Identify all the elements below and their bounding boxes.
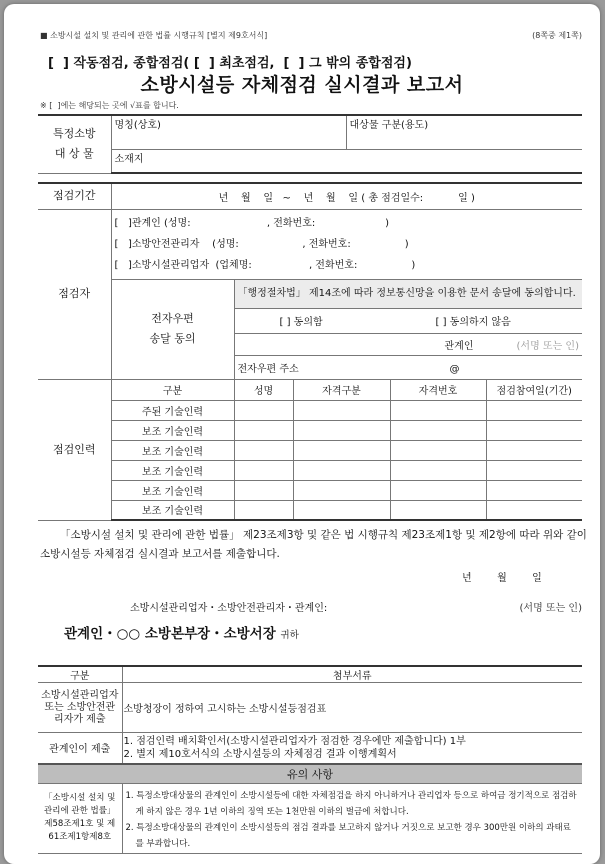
table-row xyxy=(38,480,582,500)
declaration: 「소방시설 설치 및 관리에 관한 법률」 제23조제3항 및 같은 법 시행규칙 제23조제1항 및 제2항에 따라 위와 같이 소방시설등 자체점검 실시결과 보고서를 제출합니다. xyxy=(40,529,587,560)
staff-qualno-cell[interactable] xyxy=(390,440,486,460)
staff-name-cell[interactable] xyxy=(234,500,293,520)
caution-title: 유의 사항 xyxy=(38,764,582,784)
inspector-label: 점검자 xyxy=(38,209,111,379)
staff-row-type: 보조 기술인력 xyxy=(111,420,234,440)
inspector-manager-row[interactable]: [ ]소방안전관리자 (성명: , 전화번호: ) xyxy=(114,238,409,250)
email-address-label: 전자우편 주소 xyxy=(237,363,299,375)
staff-row-type: 보조 기술인력 xyxy=(111,460,234,480)
staff-dates-cell[interactable] xyxy=(486,400,582,420)
staff-qualno-cell[interactable] xyxy=(390,500,486,520)
target-label-1: 특정소방 xyxy=(52,127,96,141)
checkbox-note: ※ [ ]에는 해당되는 곳에 √표를 합니다. xyxy=(40,101,179,110)
attach-header-type: 구분 xyxy=(38,666,122,683)
at-sign: @ xyxy=(449,363,460,375)
staff-qual-cell[interactable] xyxy=(293,400,390,420)
staff-dates-cell[interactable] xyxy=(486,460,582,480)
staff-name-cell[interactable] xyxy=(234,400,293,420)
staff-qual-cell[interactable] xyxy=(293,440,390,460)
staff-dates-cell[interactable] xyxy=(486,420,582,440)
attach-row-doc: 소방청장이 정하여 고시하는 소방시설등점검표 xyxy=(122,683,582,733)
staff-dates-cell[interactable] xyxy=(486,480,582,500)
name-field[interactable] xyxy=(111,115,346,149)
attach-row-who: 소방시설관리업자 또는 소방안전관리자가 제출 xyxy=(38,683,122,733)
caution-item: 2. 특정소방대상물의 관계인이 소방시설등의 점검 결과를 보고하지 않거나 거짓으로 보고한 경우 300만원 이하의 과태료를 부과합니다. xyxy=(125,823,571,849)
recipient xyxy=(64,622,299,642)
staff-row-type: 보조 기술인력 xyxy=(111,480,234,500)
caution-law: 「소방시설 설치 및 관리에 관한 법률」 제58조제1호 및 제61조제1항제8호 xyxy=(38,784,122,854)
staff-qualno-cell[interactable] xyxy=(390,400,486,420)
inspection-type-line[interactable]: [ ] 작동점검, 종합점검( [ ] 최초점검, [ ] 그 밖의 종합점검) xyxy=(48,56,412,71)
table-row xyxy=(38,460,582,480)
inspector-company-row[interactable]: [ ]소방시설관리업자 (업체명: , 전화번호: ) xyxy=(114,259,416,271)
agree-checkbox[interactable]: [ ] 동의함 xyxy=(279,317,323,328)
staff-qual-cell[interactable] xyxy=(293,460,390,480)
recipient-suffix: 귀하 xyxy=(280,630,299,641)
owner-label: 관계인 xyxy=(444,340,474,352)
staff-qualno-cell[interactable] xyxy=(390,420,486,440)
period-field[interactable]: 년 월 일 ~ 년 월 일 ( 총 점검일수: 일 ) xyxy=(111,183,582,209)
caution-items xyxy=(122,784,582,854)
period-label: 점검기간 xyxy=(38,183,111,209)
attach-doc-1: 1. 점검인력 배치확인서(소방시설관리업자가 점검한 경우에만 제출합니다) 1부 xyxy=(123,735,466,747)
attach-row-docs xyxy=(122,733,582,764)
form-title: 소방시설등 자체점검 실시결과 보고서 xyxy=(140,74,464,96)
law-reference: ■ 소방시설 설치 및 관리에 관한 법률 시행규칙 [별지 제9호서식] xyxy=(40,31,268,40)
staff-name-cell[interactable] xyxy=(234,480,293,500)
attach-doc-2: 2. 별지 제10호서식의 소방시설등의 자체점검 결과 이행계획서 xyxy=(123,748,397,760)
owner-sign-field[interactable] xyxy=(234,333,582,355)
inspector-type-field[interactable] xyxy=(111,209,582,279)
page-number: (8쪽중 제1쪽) xyxy=(532,31,582,40)
staff-header-qual-no: 자격번호 xyxy=(390,379,486,400)
form-page xyxy=(4,4,600,864)
email-label-1: 전자우편 xyxy=(151,312,194,325)
email-consent-label xyxy=(111,279,234,379)
attach-row-who: 관계인이 제출 xyxy=(38,733,122,764)
target-label xyxy=(38,115,111,173)
use-field[interactable] xyxy=(346,115,582,149)
staff-row-type: 보조 기술인력 xyxy=(111,440,234,460)
table-row xyxy=(38,400,582,420)
inspector-owner-row[interactable]: [ ]관계인 (성명: , 전화번호: ) xyxy=(114,217,390,229)
staff-qual-cell[interactable] xyxy=(293,500,390,520)
date-field[interactable]: 년 월 일 xyxy=(462,573,542,584)
staff-qual-cell[interactable] xyxy=(293,480,390,500)
staff-row-type: 주된 기술인력 xyxy=(111,400,234,420)
signer-label: 소방시설관리업자・소방안전관리자・관계인: xyxy=(130,603,328,614)
attachments-table xyxy=(38,665,582,854)
caution-item: 1. 특정소방대상물의 관계인이 소방시설등에 대한 자체점검을 하지 아니하거나 관리업자 등으로 하여금 정기적으로 점검하게 하지 않은 경우 1년 이하의 징역 또는 1천만원 이하의 벌금에 처합니다. xyxy=(125,791,577,817)
staff-name-cell[interactable] xyxy=(234,420,293,440)
staff-qualno-cell[interactable] xyxy=(390,460,486,480)
staff-name-cell[interactable] xyxy=(234,460,293,480)
sign-placeholder: (서명 또는 인) xyxy=(516,340,579,352)
staff-dates-cell[interactable] xyxy=(486,440,582,460)
staff-qual-cell[interactable] xyxy=(293,420,390,440)
staff-header-type: 구분 xyxy=(111,379,234,400)
name-label: 명칭(상호) xyxy=(114,120,161,131)
staff-row-type: 보조 기술인력 xyxy=(111,500,234,520)
email-address-field[interactable] xyxy=(234,355,582,379)
consent-options xyxy=(234,308,582,333)
target-label-2: 대 상 물 xyxy=(54,147,94,161)
staff-header-dates: 점검참여일(기간) xyxy=(486,379,582,400)
recipient-name: 관계인・○○ 소방본부장・소방서장 xyxy=(64,626,276,642)
staff-dates-cell[interactable] xyxy=(486,500,582,520)
staff-qualno-cell[interactable] xyxy=(390,480,486,500)
target-table xyxy=(38,114,582,174)
inspection-table xyxy=(38,182,582,521)
table-row xyxy=(38,500,582,520)
staff-name-cell[interactable] xyxy=(234,440,293,460)
staff-header-qual-type: 자격구분 xyxy=(293,379,390,400)
table-row xyxy=(38,420,582,440)
table-row xyxy=(38,440,582,460)
staff-header-name: 성명 xyxy=(234,379,293,400)
attach-header-docs: 첨부서류 xyxy=(122,666,582,683)
address-label: 소재지 xyxy=(114,153,144,165)
email-label-2: 송달 동의 xyxy=(149,332,196,345)
disagree-checkbox[interactable]: [ ] 동의하지 않음 xyxy=(435,317,511,328)
address-field[interactable] xyxy=(111,149,582,173)
staff-label: 점검인력 xyxy=(38,379,111,520)
use-label: 대상물 구분(용도) xyxy=(349,120,429,131)
signer-sign[interactable]: (서명 또는 인) xyxy=(519,603,582,614)
consent-text: 「행정절차법」 제14조에 따라 정보통신망을 이용한 문서 송달에 동의합니다. xyxy=(234,279,582,308)
